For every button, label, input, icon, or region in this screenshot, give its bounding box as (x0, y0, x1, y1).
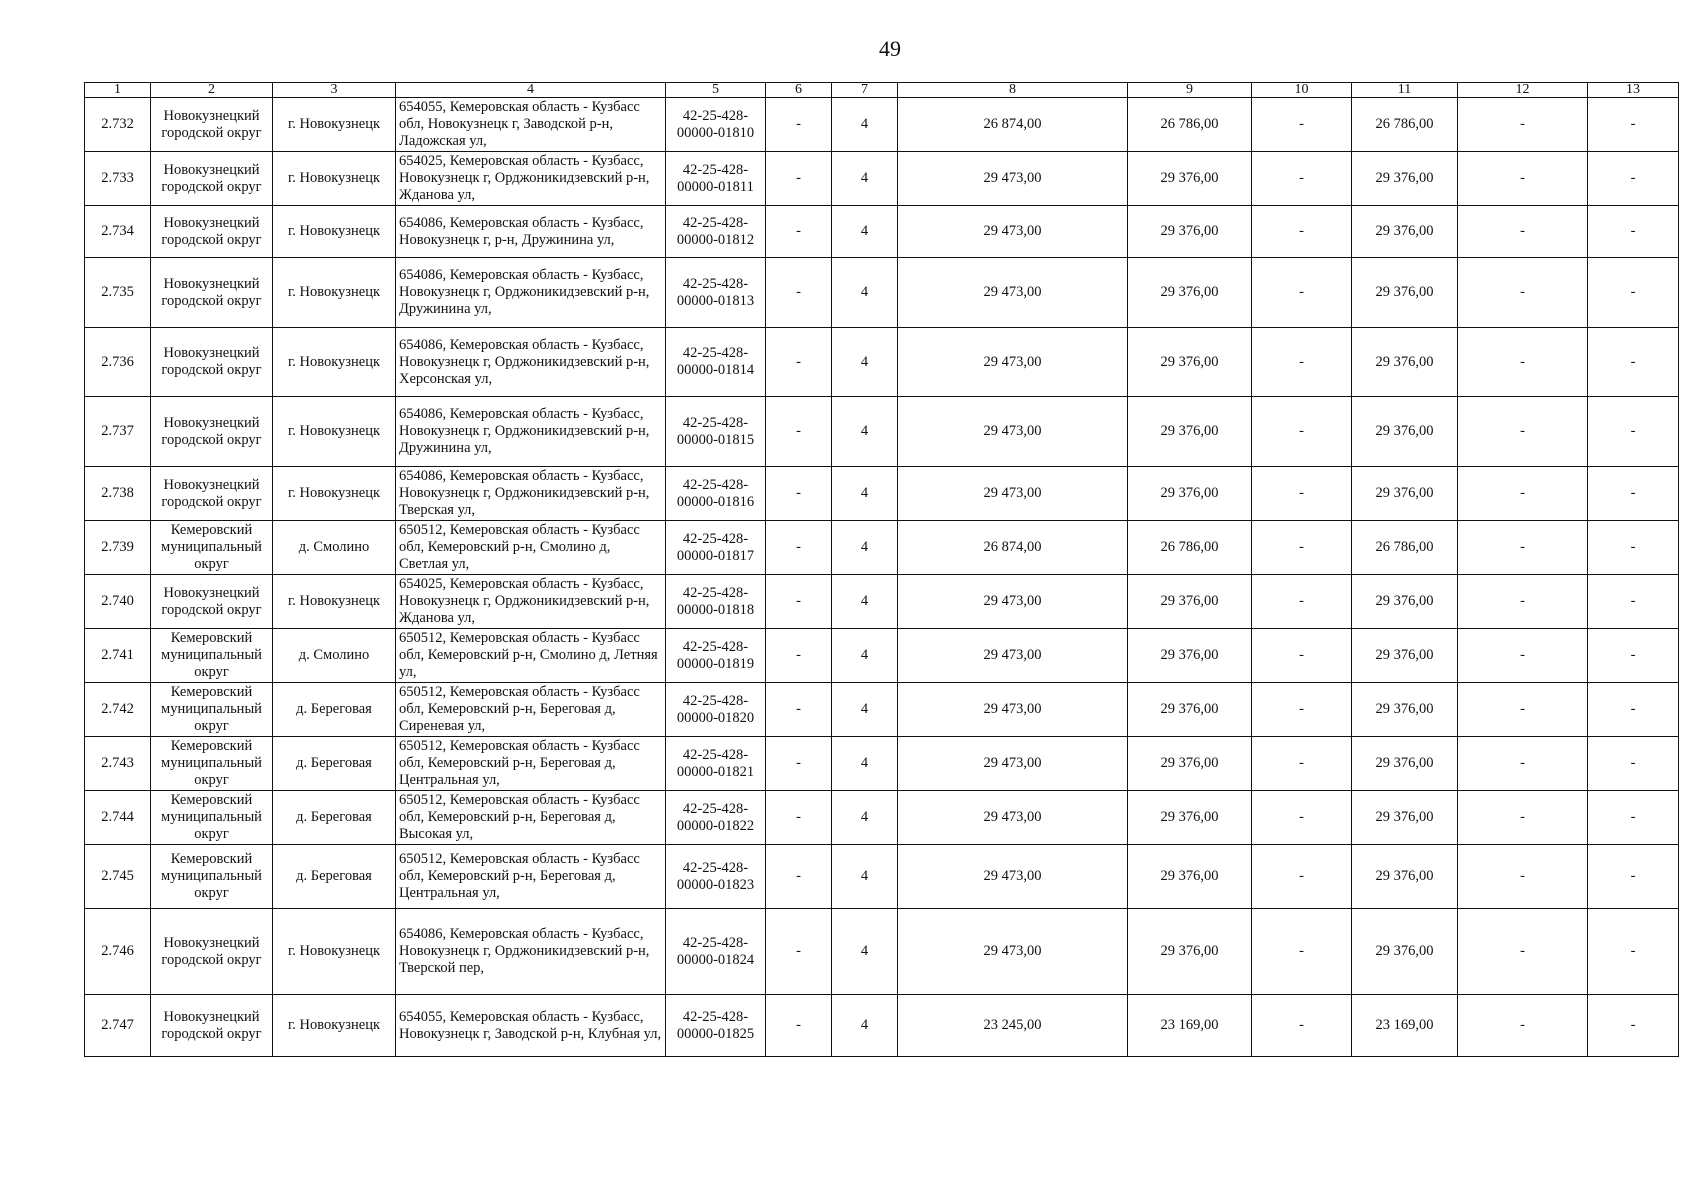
table-row (85, 737, 1679, 791)
column-header-10: 10 (1252, 83, 1352, 98)
col13-cell: - (1588, 575, 1679, 629)
col13-cell: - (1588, 152, 1679, 206)
code-cell: 42-25-428-00000-01811 (666, 152, 766, 206)
col10-cell: - (1252, 206, 1352, 258)
col8-cell: 29 473,00 (898, 328, 1128, 397)
row-number: 2.733 (85, 152, 151, 206)
col10-cell: - (1252, 467, 1352, 521)
col9-cell: 29 376,00 (1128, 683, 1252, 737)
column-header-3: 3 (273, 83, 396, 98)
locality-cell: д. Береговая (273, 845, 396, 909)
col9-cell: 29 376,00 (1128, 328, 1252, 397)
col11-cell: 23 169,00 (1352, 995, 1458, 1057)
col6-cell: - (766, 258, 832, 328)
col9-cell: 29 376,00 (1128, 629, 1252, 683)
col8-cell: 29 473,00 (898, 397, 1128, 467)
page-number-text: 49 (879, 36, 901, 61)
address-cell: 650512, Кемеровская область - Кузбасс обл, Кемеровский р-н, Смолино д, Светлая ул, (396, 521, 666, 575)
code-cell: 42-25-428-00000-01822 (666, 791, 766, 845)
column-header-6: 6 (766, 83, 832, 98)
municipality-cell: Кемеровский муниципальный округ (151, 737, 273, 791)
col8-cell: 26 874,00 (898, 98, 1128, 152)
col7-cell: 4 (832, 737, 898, 791)
col11-cell: 29 376,00 (1352, 467, 1458, 521)
col7-cell: 4 (832, 521, 898, 575)
col12-cell: - (1458, 258, 1588, 328)
address-cell: 654086, Кемеровская область - Кузбасс, Новокузнецк г, р-н, Дружинина ул, (396, 206, 666, 258)
col13-cell: - (1588, 845, 1679, 909)
col9-cell: 29 376,00 (1128, 791, 1252, 845)
code-cell: 42-25-428-00000-01817 (666, 521, 766, 575)
col8-cell: 29 473,00 (898, 629, 1128, 683)
locality-cell: г. Новокузнецк (273, 909, 396, 995)
table-row (85, 683, 1679, 737)
row-number: 2.737 (85, 397, 151, 467)
col11-cell: 29 376,00 (1352, 328, 1458, 397)
col12-cell: - (1458, 521, 1588, 575)
address-cell: 654086, Кемеровская область - Кузбасс, Новокузнецк г, Орджоникидзевский р-н, Тверской пер, (396, 909, 666, 995)
column-header-2: 2 (151, 83, 273, 98)
col7-cell: 4 (832, 206, 898, 258)
col9-cell: 29 376,00 (1128, 467, 1252, 521)
col6-cell: - (766, 909, 832, 995)
col9-cell: 29 376,00 (1128, 909, 1252, 995)
col9-cell: 26 786,00 (1128, 98, 1252, 152)
col11-cell: 29 376,00 (1352, 845, 1458, 909)
col9-cell: 26 786,00 (1128, 521, 1252, 575)
locality-cell: г. Новокузнецк (273, 328, 396, 397)
row-number: 2.746 (85, 909, 151, 995)
address-cell: 650512, Кемеровская область - Кузбасс обл, Кемеровский р-н, Береговая д, Центральная ул, (396, 737, 666, 791)
col11-cell: 29 376,00 (1352, 206, 1458, 258)
col7-cell: 4 (832, 328, 898, 397)
locality-cell: г. Новокузнецк (273, 258, 396, 328)
table-row (85, 995, 1679, 1057)
locality-cell: д. Береговая (273, 737, 396, 791)
col10-cell: - (1252, 995, 1352, 1057)
col8-cell: 29 473,00 (898, 258, 1128, 328)
col13-cell: - (1588, 258, 1679, 328)
col13-cell: - (1588, 98, 1679, 152)
row-number: 2.740 (85, 575, 151, 629)
locality-cell: г. Новокузнецк (273, 152, 396, 206)
col13-cell: - (1588, 737, 1679, 791)
table-row (85, 328, 1679, 397)
row-number: 2.732 (85, 98, 151, 152)
col13-cell: - (1588, 521, 1679, 575)
locality-cell: г. Новокузнецк (273, 995, 396, 1057)
col6-cell: - (766, 995, 832, 1057)
col12-cell: - (1458, 683, 1588, 737)
column-header-13: 13 (1588, 83, 1679, 98)
row-number: 2.747 (85, 995, 151, 1057)
col12-cell: - (1458, 791, 1588, 845)
municipality-cell: Кемеровский муниципальный округ (151, 683, 273, 737)
col10-cell: - (1252, 683, 1352, 737)
col10-cell: - (1252, 152, 1352, 206)
col8-cell: 26 874,00 (898, 521, 1128, 575)
row-number: 2.741 (85, 629, 151, 683)
row-number: 2.744 (85, 791, 151, 845)
col13-cell: - (1588, 206, 1679, 258)
col13-cell: - (1588, 909, 1679, 995)
address-cell: 650512, Кемеровская область - Кузбасс обл, Кемеровский р-н, Береговая д, Центральная ул, (396, 845, 666, 909)
code-cell: 42-25-428-00000-01825 (666, 995, 766, 1057)
col8-cell: 29 473,00 (898, 467, 1128, 521)
row-number: 2.735 (85, 258, 151, 328)
col12-cell: - (1458, 328, 1588, 397)
code-cell: 42-25-428-00000-01819 (666, 629, 766, 683)
row-number: 2.745 (85, 845, 151, 909)
col12-cell: - (1458, 467, 1588, 521)
col8-cell: 29 473,00 (898, 575, 1128, 629)
locality-cell: г. Новокузнецк (273, 467, 396, 521)
table-row (85, 845, 1679, 909)
column-header-5: 5 (666, 83, 766, 98)
col8-cell: 29 473,00 (898, 845, 1128, 909)
col7-cell: 4 (832, 397, 898, 467)
col6-cell: - (766, 737, 832, 791)
col6-cell: - (766, 206, 832, 258)
col11-cell: 29 376,00 (1352, 575, 1458, 629)
code-cell: 42-25-428-00000-01821 (666, 737, 766, 791)
col7-cell: 4 (832, 845, 898, 909)
col6-cell: - (766, 791, 832, 845)
column-header-12: 12 (1458, 83, 1588, 98)
column-header-7: 7 (832, 83, 898, 98)
municipality-cell: Кемеровский муниципальный округ (151, 521, 273, 575)
table-row (85, 467, 1679, 521)
col11-cell: 29 376,00 (1352, 258, 1458, 328)
col12-cell: - (1458, 629, 1588, 683)
column-header-4: 4 (396, 83, 666, 98)
municipality-cell: Новокузнецкий городской округ (151, 152, 273, 206)
col11-cell: 29 376,00 (1352, 629, 1458, 683)
col11-cell: 29 376,00 (1352, 909, 1458, 995)
col9-cell: 29 376,00 (1128, 397, 1252, 467)
column-header-8: 8 (898, 83, 1128, 98)
col10-cell: - (1252, 737, 1352, 791)
locality-cell: д. Смолино (273, 629, 396, 683)
col6-cell: - (766, 328, 832, 397)
municipality-cell: Кемеровский муниципальный округ (151, 845, 273, 909)
address-cell: 650512, Кемеровская область - Кузбасс обл, Кемеровский р-н, Смолино д, Летняя ул, (396, 629, 666, 683)
col11-cell: 26 786,00 (1352, 521, 1458, 575)
col6-cell: - (766, 575, 832, 629)
col8-cell: 29 473,00 (898, 791, 1128, 845)
col12-cell: - (1458, 909, 1588, 995)
table-row (85, 791, 1679, 845)
col7-cell: 4 (832, 258, 898, 328)
col11-cell: 29 376,00 (1352, 397, 1458, 467)
locality-cell: д. Береговая (273, 791, 396, 845)
col8-cell: 29 473,00 (898, 206, 1128, 258)
col13-cell: - (1588, 467, 1679, 521)
municipality-cell: Кемеровский муниципальный округ (151, 629, 273, 683)
table-row (85, 629, 1679, 683)
col8-cell: 29 473,00 (898, 152, 1128, 206)
col12-cell: - (1458, 206, 1588, 258)
address-cell: 650512, Кемеровская область - Кузбасс обл, Кемеровский р-н, Береговая д, Высокая ул, (396, 791, 666, 845)
col6-cell: - (766, 467, 832, 521)
row-number: 2.743 (85, 737, 151, 791)
col10-cell: - (1252, 258, 1352, 328)
locality-cell: д. Смолино (273, 521, 396, 575)
col8-cell: 23 245,00 (898, 995, 1128, 1057)
row-number: 2.736 (85, 328, 151, 397)
col12-cell: - (1458, 152, 1588, 206)
column-header-11: 11 (1352, 83, 1458, 98)
col11-cell: 26 786,00 (1352, 98, 1458, 152)
code-cell: 42-25-428-00000-01816 (666, 467, 766, 521)
address-cell: 654086, Кемеровская область - Кузбасс, Новокузнецк г, Орджоникидзевский р-н, Дружинина ул, (396, 258, 666, 328)
locality-cell: г. Новокузнецк (273, 98, 396, 152)
col6-cell: - (766, 683, 832, 737)
col10-cell: - (1252, 575, 1352, 629)
col11-cell: 29 376,00 (1352, 152, 1458, 206)
col11-cell: 29 376,00 (1352, 737, 1458, 791)
col12-cell: - (1458, 397, 1588, 467)
col7-cell: 4 (832, 995, 898, 1057)
col10-cell: - (1252, 521, 1352, 575)
code-cell: 42-25-428-00000-01823 (666, 845, 766, 909)
col10-cell: - (1252, 328, 1352, 397)
col9-cell: 29 376,00 (1128, 206, 1252, 258)
column-number-row (85, 83, 1679, 98)
code-cell: 42-25-428-00000-01824 (666, 909, 766, 995)
col10-cell: - (1252, 629, 1352, 683)
code-cell: 42-25-428-00000-01820 (666, 683, 766, 737)
col13-cell: - (1588, 995, 1679, 1057)
table-row (85, 397, 1679, 467)
col13-cell: - (1588, 397, 1679, 467)
code-cell: 42-25-428-00000-01818 (666, 575, 766, 629)
col12-cell: - (1458, 845, 1588, 909)
municipality-cell: Кемеровский муниципальный округ (151, 791, 273, 845)
table-row (85, 206, 1679, 258)
table-body (85, 98, 1679, 1057)
column-header-1: 1 (85, 83, 151, 98)
row-number: 2.738 (85, 467, 151, 521)
col13-cell: - (1588, 791, 1679, 845)
address-cell: 654025, Кемеровская область - Кузбасс, Новокузнецк г, Орджоникидзевский р-н, Жданова ул, (396, 152, 666, 206)
col7-cell: 4 (832, 467, 898, 521)
address-cell: 654055, Кемеровская область - Кузбасс, Новокузнецк г, Заводской р-н, Клубная ул, (396, 995, 666, 1057)
code-cell: 42-25-428-00000-01815 (666, 397, 766, 467)
col9-cell: 29 376,00 (1128, 845, 1252, 909)
col12-cell: - (1458, 995, 1588, 1057)
locality-cell: г. Новокузнецк (273, 397, 396, 467)
col10-cell: - (1252, 845, 1352, 909)
col11-cell: 29 376,00 (1352, 683, 1458, 737)
col9-cell: 23 169,00 (1128, 995, 1252, 1057)
locality-cell: г. Новокузнецк (273, 575, 396, 629)
col9-cell: 29 376,00 (1128, 737, 1252, 791)
col8-cell: 29 473,00 (898, 683, 1128, 737)
address-cell: 654025, Кемеровская область - Кузбасс, Новокузнецк г, Орджоникидзевский р-н, Жданова ул, (396, 575, 666, 629)
col6-cell: - (766, 629, 832, 683)
col13-cell: - (1588, 683, 1679, 737)
municipality-cell: Новокузнецкий городской округ (151, 467, 273, 521)
col13-cell: - (1588, 629, 1679, 683)
col10-cell: - (1252, 98, 1352, 152)
col7-cell: 4 (832, 575, 898, 629)
col12-cell: - (1458, 575, 1588, 629)
col7-cell: 4 (832, 152, 898, 206)
col6-cell: - (766, 397, 832, 467)
col8-cell: 29 473,00 (898, 737, 1128, 791)
municipality-cell: Новокузнецкий городской округ (151, 328, 273, 397)
locality-cell: г. Новокузнецк (273, 206, 396, 258)
table-row (85, 521, 1679, 575)
col7-cell: 4 (832, 791, 898, 845)
municipality-cell: Новокузнецкий городской округ (151, 206, 273, 258)
municipality-cell: Новокузнецкий городской округ (151, 909, 273, 995)
municipality-cell: Новокузнецкий городской округ (151, 98, 273, 152)
col12-cell: - (1458, 98, 1588, 152)
col7-cell: 4 (832, 98, 898, 152)
col6-cell: - (766, 152, 832, 206)
col7-cell: 4 (832, 683, 898, 737)
col10-cell: - (1252, 909, 1352, 995)
address-cell: 654086, Кемеровская область - Кузбасс, Новокузнецк г, Орджоникидзевский р-н, Херсонская ул, (396, 328, 666, 397)
row-number: 2.739 (85, 521, 151, 575)
municipality-cell: Новокузнецкий городской округ (151, 397, 273, 467)
code-cell: 42-25-428-00000-01812 (666, 206, 766, 258)
address-cell: 654086, Кемеровская область - Кузбасс, Новокузнецк г, Орджоникидзевский р-н, Тверская ул, (396, 467, 666, 521)
locality-cell: д. Береговая (273, 683, 396, 737)
col7-cell: 4 (832, 909, 898, 995)
col9-cell: 29 376,00 (1128, 258, 1252, 328)
col9-cell: 29 376,00 (1128, 152, 1252, 206)
col6-cell: - (766, 521, 832, 575)
col12-cell: - (1458, 737, 1588, 791)
code-cell: 42-25-428-00000-01810 (666, 98, 766, 152)
municipality-cell: Новокузнецкий городской округ (151, 995, 273, 1057)
row-number: 2.742 (85, 683, 151, 737)
table-row (85, 258, 1679, 328)
code-cell: 42-25-428-00000-01813 (666, 258, 766, 328)
col6-cell: - (766, 845, 832, 909)
col7-cell: 4 (832, 629, 898, 683)
col6-cell: - (766, 98, 832, 152)
table-row (85, 98, 1679, 152)
page-number (0, 36, 1694, 62)
table-row (85, 152, 1679, 206)
col10-cell: - (1252, 397, 1352, 467)
code-cell: 42-25-428-00000-01814 (666, 328, 766, 397)
address-cell: 650512, Кемеровская область - Кузбасс обл, Кемеровский р-н, Береговая д, Сиреневая ул, (396, 683, 666, 737)
table-row (85, 575, 1679, 629)
col13-cell: - (1588, 328, 1679, 397)
table-row (85, 909, 1679, 995)
column-header-9: 9 (1128, 83, 1252, 98)
row-number: 2.734 (85, 206, 151, 258)
col10-cell: - (1252, 791, 1352, 845)
address-cell: 654086, Кемеровская область - Кузбасс, Новокузнецк г, Орджоникидзевский р-н, Дружинина ул, (396, 397, 666, 467)
address-cell: 654055, Кемеровская область - Кузбасс обл, Новокузнецк г, Заводской р-н, Ладожская ул, (396, 98, 666, 152)
municipality-cell: Новокузнецкий городской округ (151, 575, 273, 629)
col9-cell: 29 376,00 (1128, 575, 1252, 629)
register-table (84, 82, 1679, 1057)
col11-cell: 29 376,00 (1352, 791, 1458, 845)
col8-cell: 29 473,00 (898, 909, 1128, 995)
municipality-cell: Новокузнецкий городской округ (151, 258, 273, 328)
